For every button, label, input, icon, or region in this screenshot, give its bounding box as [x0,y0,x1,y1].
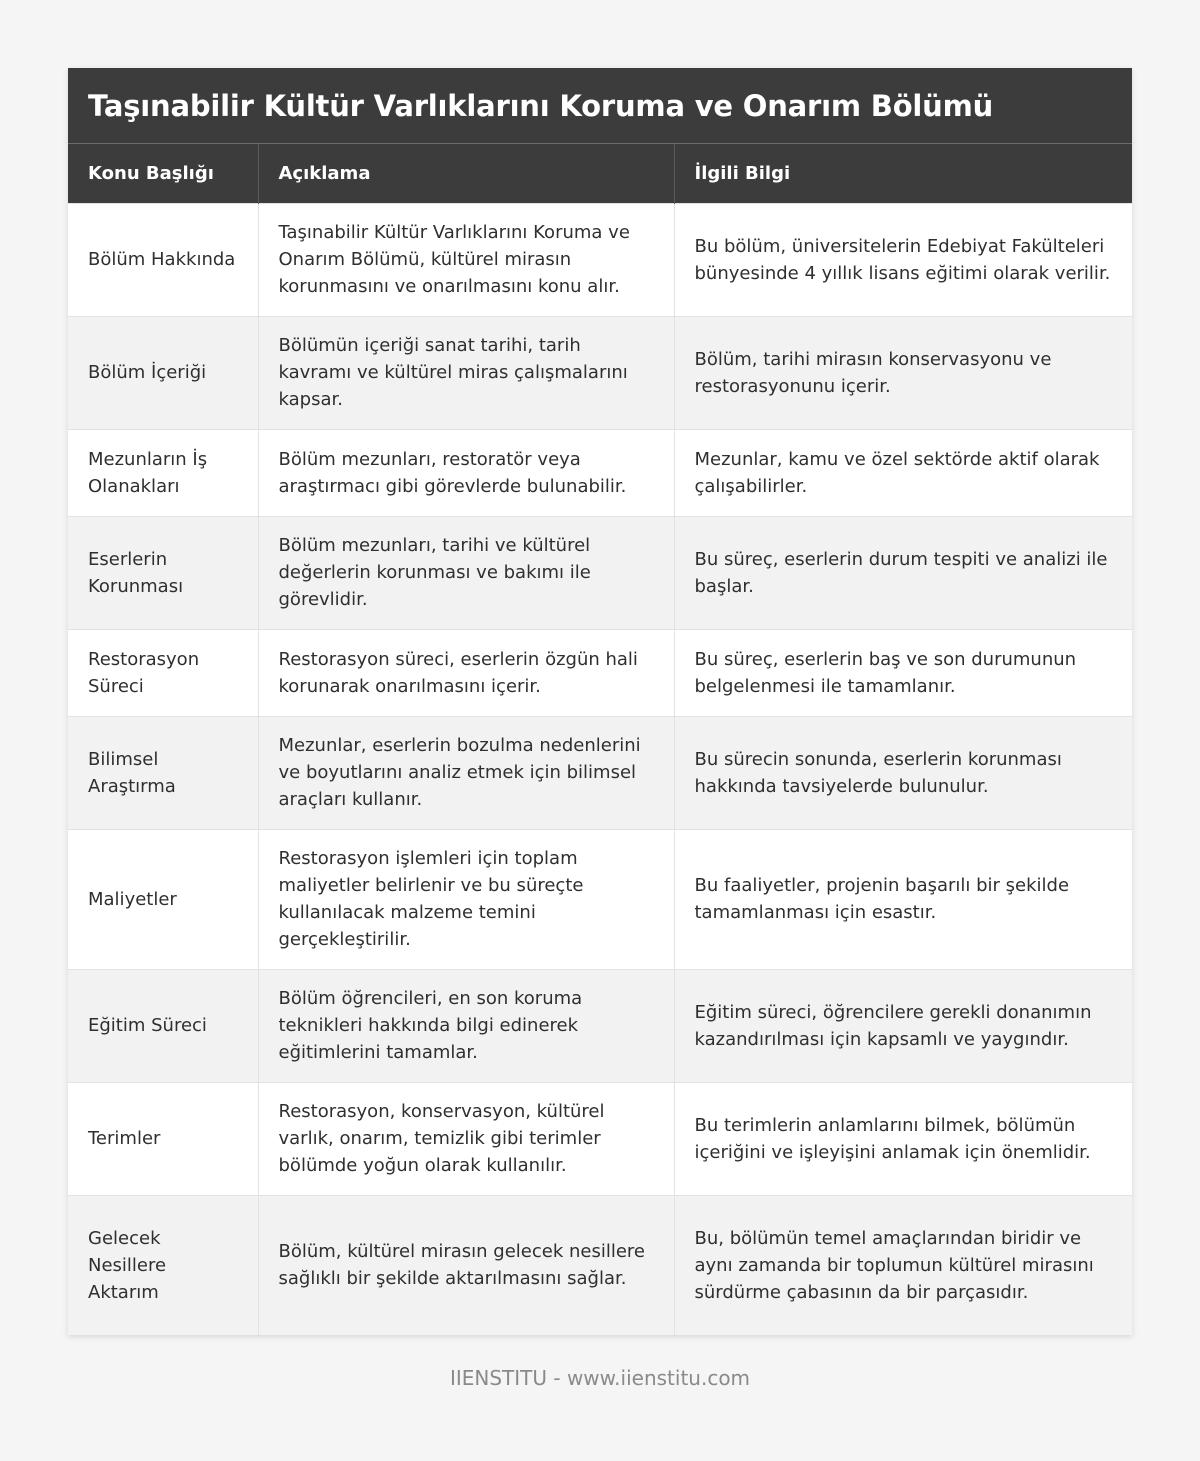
cell-topic: Bölüm İçeriği [68,316,258,429]
cell-description: Mezunlar, eserlerin bozulma nedenlerini ve boyutlarını analiz etmek için bilimsel araçları kullanır. [258,716,674,829]
cell-info: Bu bölüm, üniversitelerin Edebiyat Fakülteleri bünyesinde 4 yıllık lisans eğitimi olarak verilir. [674,203,1132,316]
page-title: Taşınabilir Kültür Varlıklarını Koruma ve Onarım Bölümü [88,88,994,123]
column-header-description: Açıklama [258,144,674,203]
cell-topic: Eserlerin Korunması [68,516,258,629]
cell-topic: Mezunların İş Olanakları [68,429,258,516]
table-header-row [68,144,1132,203]
cell-info: Bölüm, tarihi mirasın konservasyonu ve restorasyonunu içerir. [674,316,1132,429]
cell-info: Bu terimlerin anlamlarını bilmek, bölümün içeriğini ve işleyişini anlamak için önemlidir. [674,1082,1132,1195]
table-row [68,629,1132,716]
cell-info: Bu süreç, eserlerin baş ve son durumunun belgelenmesi ile tamamlanır. [674,629,1132,716]
table-row [68,969,1132,1082]
cell-topic: Terimler [68,1082,258,1195]
cell-description: Bölüm öğrencileri, en son koruma teknikleri hakkında bilgi edinerek eğitimlerini tamamlar. [258,969,674,1082]
cell-description: Bölüm, kültürel mirasın gelecek nesillere sağlıklı bir şekilde aktarılmasını sağlar. [258,1195,674,1335]
cell-info: Bu, bölümün temel amaçlarından biridir ve aynı zamanda bir toplumun kültürel mirasını sürdürme çabasının da bir parçasıdır. [674,1195,1132,1335]
cell-info: Bu sürecin sonunda, eserlerin korunması hakkında tavsiyelerde bulunulur. [674,716,1132,829]
table-row [68,716,1132,829]
cell-description: Bölümün içeriği sanat tarihi, tarih kavramı ve kültürel miras çalışmalarını kapsar. [258,316,674,429]
cell-description: Bölüm mezunları, tarihi ve kültürel değerlerin korunması ve bakımı ile görevlidir. [258,516,674,629]
table-row [68,203,1132,316]
cell-topic: Bölüm Hakkında [68,203,258,316]
info-table-card [68,68,1132,1335]
footer-credit: IIENSTITU - www.iienstitu.com [449,1366,751,1390]
cell-description: Taşınabilir Kültür Varlıklarını Koruma ve Onarım Bölümü, kültürel mirasın korunmasını ve onarılmasını konu alır. [258,203,674,316]
column-header-topic: Konu Başlığı [68,144,258,203]
cell-description: Restorasyon işlemleri için toplam maliyetler belirlenir ve bu süreçte kullanılacak malzeme temini gerçekleştirilir. [258,829,674,969]
table-title-bar [68,68,1132,144]
table-row [68,1082,1132,1195]
table-row [68,316,1132,429]
cell-info: Mezunlar, kamu ve özel sektörde aktif olarak çalışabilirler. [674,429,1132,516]
table-row [68,429,1132,516]
cell-info: Bu faaliyetler, projenin başarılı bir şekilde tamamlanması için esastır. [674,829,1132,969]
column-header-info: İlgili Bilgi [674,144,1132,203]
table-row [68,1195,1132,1335]
cell-topic: Restorasyon Süreci [68,629,258,716]
table-row [68,829,1132,969]
cell-description: Restorasyon, konservasyon, kültürel varlık, onarım, temizlik gibi terimler bölümde yoğun olarak kullanılır. [258,1082,674,1195]
cell-info: Eğitim süreci, öğrencilere gerekli donanımın kazandırılması için kapsamlı ve yaygındır. [674,969,1132,1082]
cell-info: Bu süreç, eserlerin durum tespiti ve analizi ile başlar. [674,516,1132,629]
cell-topic: Maliyetler [68,829,258,969]
info-table [68,144,1132,1335]
cell-topic: Eğitim Süreci [68,969,258,1082]
cell-description: Restorasyon süreci, eserlerin özgün hali korunarak onarılmasını içerir. [258,629,674,716]
cell-topic: Gelecek Nesillere Aktarım [68,1195,258,1335]
cell-description: Bölüm mezunları, restoratör veya araştırmacı gibi görevlerde bulunabilir. [258,429,674,516]
cell-topic: Bilimsel Araştırma [68,716,258,829]
table-row [68,516,1132,629]
